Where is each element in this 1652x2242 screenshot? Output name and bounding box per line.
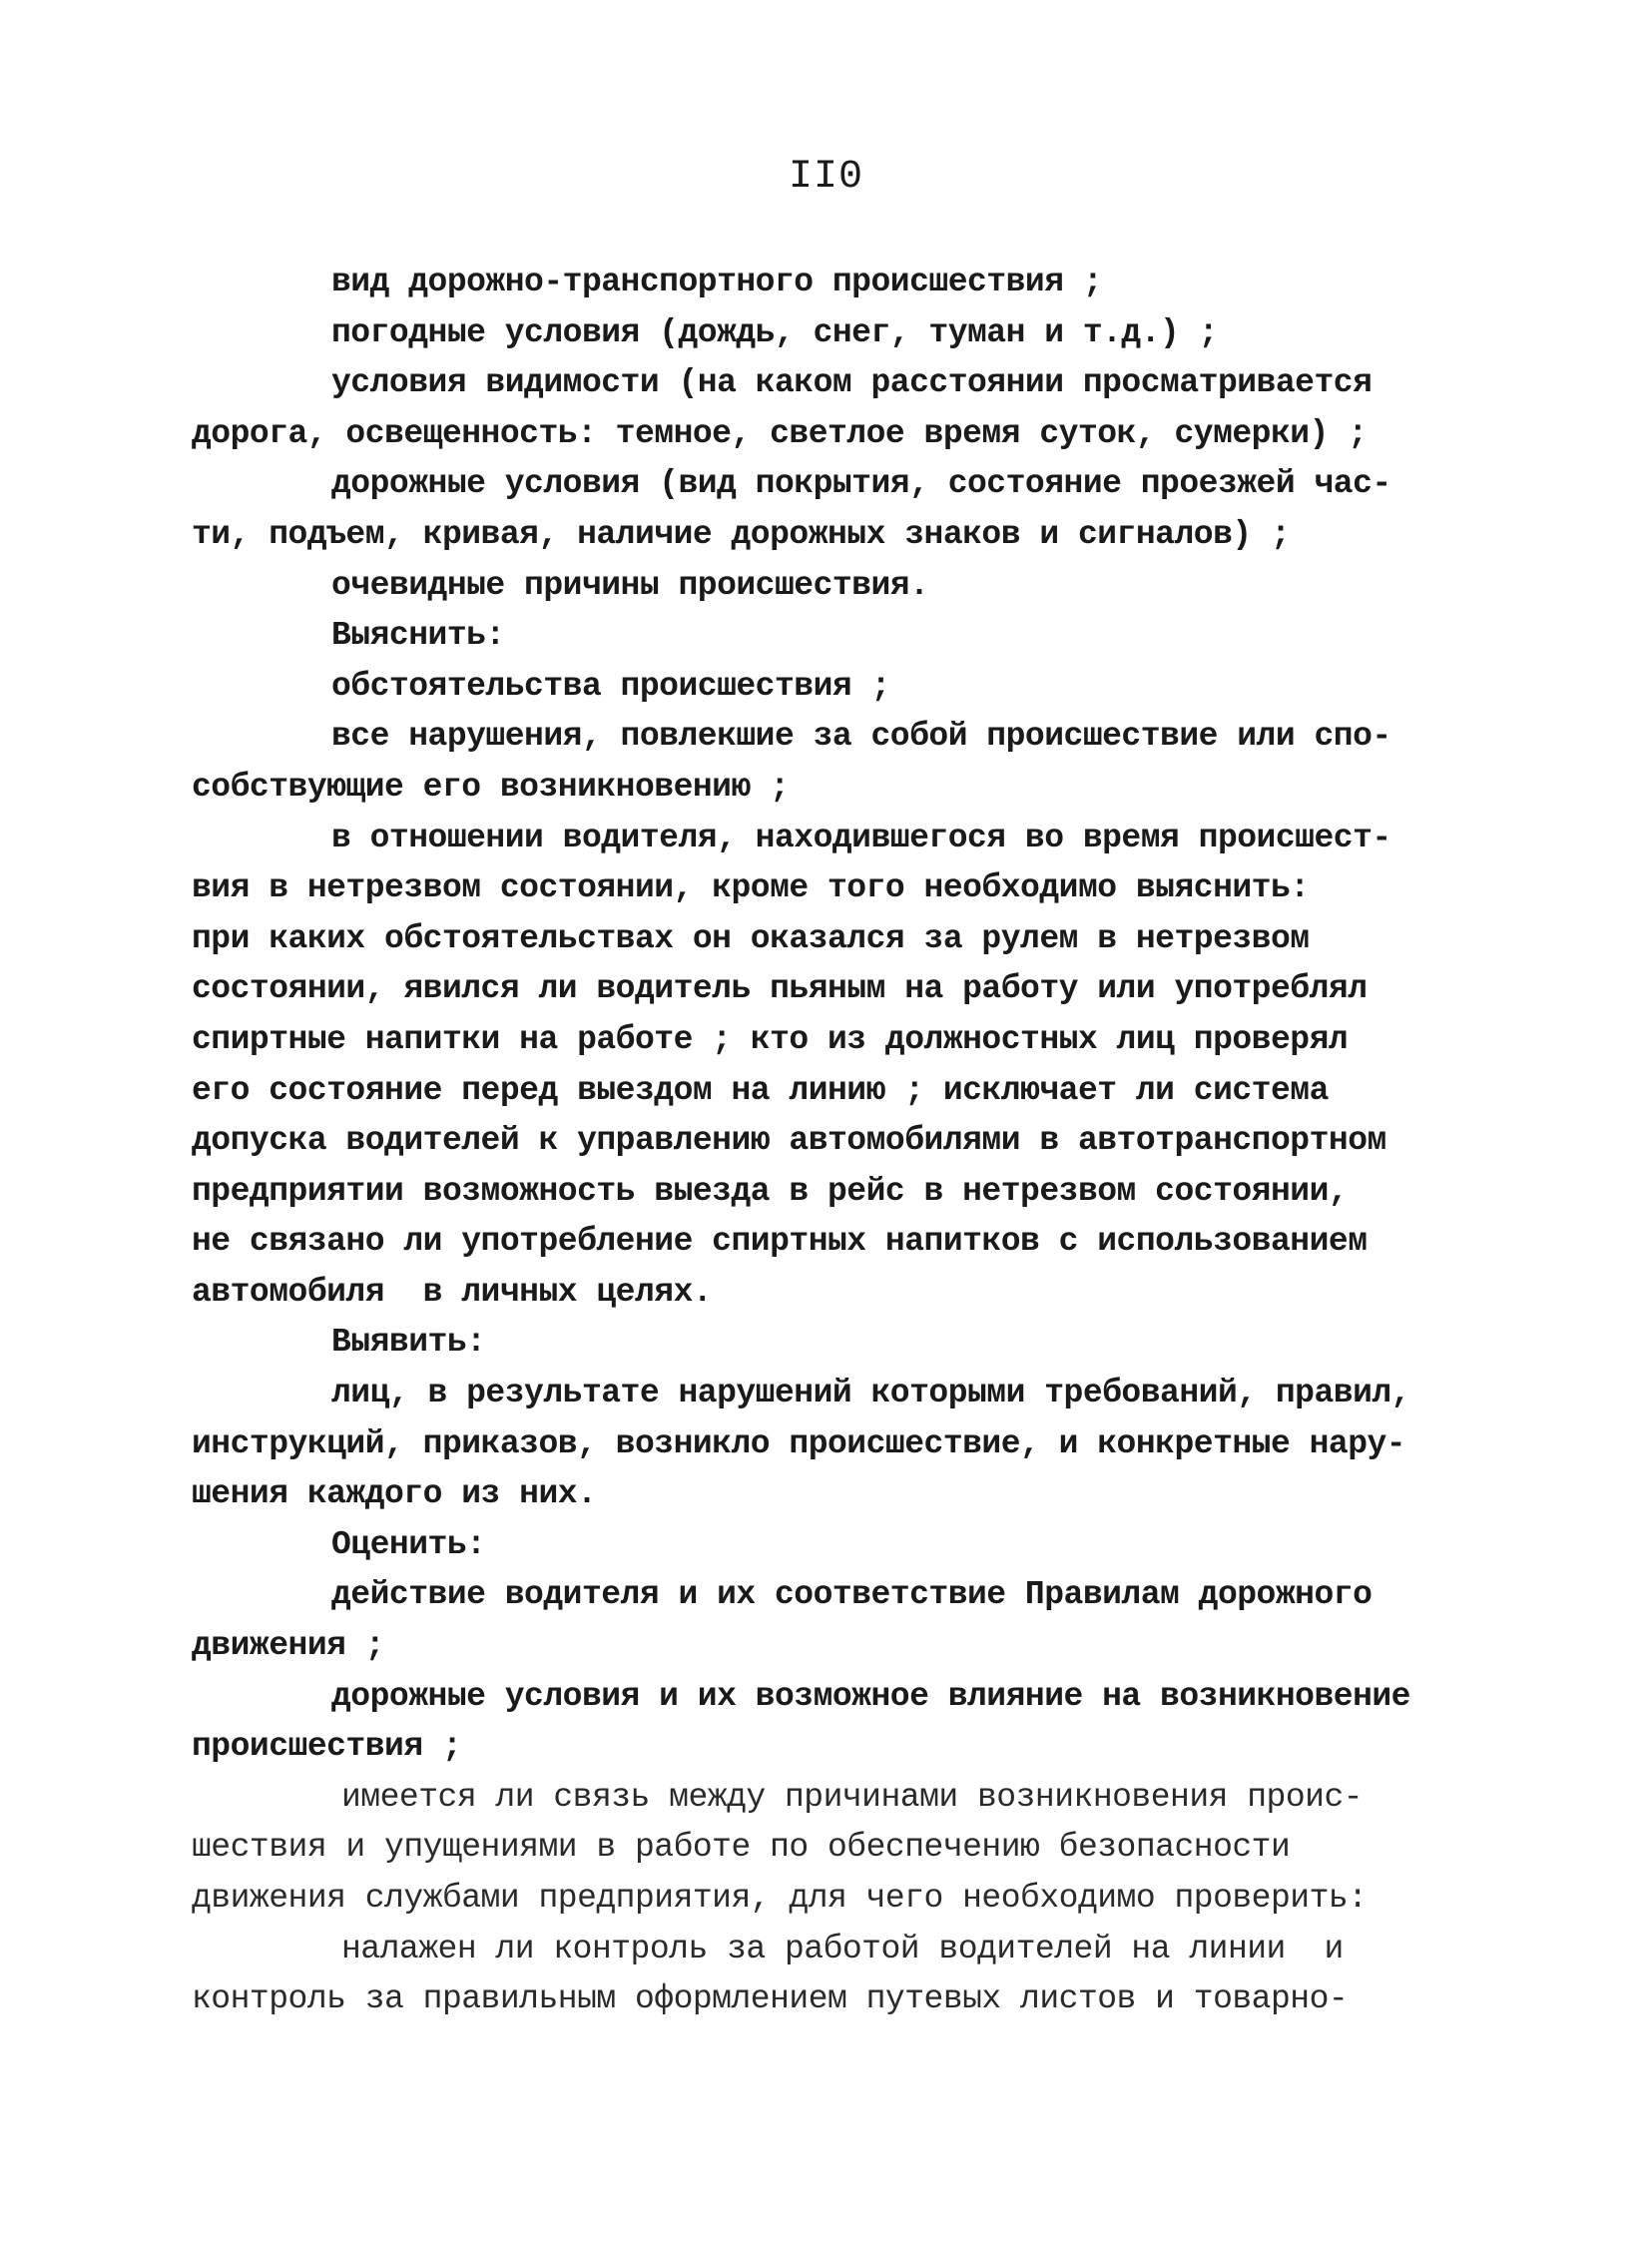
- text-line: предприятии возможность выезда в рейс в нетрезвом состоянии,: [192, 1172, 1349, 1210]
- text-line: шествия и упущениями в работе по обеспечению безопасности: [192, 1829, 1291, 1867]
- text-line: Оценить:: [331, 1525, 486, 1563]
- text-line: состоянии, явился ли водитель пьяным на работу или употреблял: [192, 970, 1368, 1008]
- text-line: инструкций, приказов, возникло происшествие, и конкретные нару-: [192, 1424, 1406, 1462]
- text-line: автомобиля в личных целях.: [192, 1273, 713, 1311]
- text-line: вия в нетрезвом состоянии, кроме того необходимо выяснить:: [192, 869, 1310, 907]
- text-line: действие водителя и их соответствие Правилам дорожного: [331, 1576, 1373, 1614]
- text-line: лиц, в результате нарушений которыми требований, правил,: [331, 1375, 1410, 1412]
- text-line: движения ;: [192, 1627, 385, 1665]
- text-line: контроль за правильным оформлением путевых листов и товарно-: [192, 1980, 1349, 2018]
- text-line: очевидные причины происшествия.: [331, 566, 929, 604]
- text-line: движения службами предприятия, для чего необходимо проверить:: [192, 1880, 1368, 1917]
- text-line: условия видимости (на каком расстоянии просматривается: [331, 364, 1373, 402]
- text-line: шения каждого из них.: [192, 1475, 597, 1513]
- text-line: в отношении водителя, находившегося во время происшест-: [331, 819, 1391, 856]
- text-line: дорожные условия (вид покрытия, состояние проезжей час-: [331, 465, 1391, 503]
- text-line: все нарушения, повлекшие за собой происшествие или спо-: [331, 718, 1391, 756]
- text-line: дорога, освещенность: темное, светлое время суток, сумерки) ;: [192, 414, 1368, 452]
- body-text: [192, 258, 1479, 2025]
- text-line: вид дорожно-транспортного происшествия ;: [331, 264, 1103, 300]
- text-line: его состояние перед выездом на линию ; исключает ли система: [192, 1071, 1329, 1109]
- text-line: налажен ли контроль за работой водителей на линии и: [341, 1930, 1344, 1967]
- text-line: Выяснить:: [331, 617, 505, 655]
- text-line: погодные условия (дождь, снег, туман и т.д.) ;: [331, 313, 1218, 351]
- text-line: не связано ли употребление спиртных напитков с использованием: [192, 1223, 1368, 1261]
- page-number: II0: [788, 155, 863, 200]
- text-line: Выявить:: [331, 1324, 486, 1362]
- text-line: происшествия ;: [192, 1728, 462, 1766]
- text-line: спиртные напитки на работе ; кто из должностных лиц проверял: [192, 1020, 1349, 1058]
- text-line: обстоятельства происшествия ;: [331, 667, 890, 705]
- text-line: при каких обстоятельствах он оказался за рулем в нетрезвом: [192, 919, 1310, 957]
- text-line: дорожные условия и их возможное влияние на возникновение: [331, 1677, 1410, 1715]
- text-line: допуска водителей к управлению автомобилями в автотранспортном: [192, 1122, 1386, 1160]
- text-line: собствующие его возникновению ;: [192, 768, 790, 806]
- text-line: ти, подъем, кривая, наличие дорожных знаков и сигналов) ;: [192, 515, 1291, 553]
- text-line: имеется ли связь между причинами возникновения проис-: [341, 1778, 1364, 1816]
